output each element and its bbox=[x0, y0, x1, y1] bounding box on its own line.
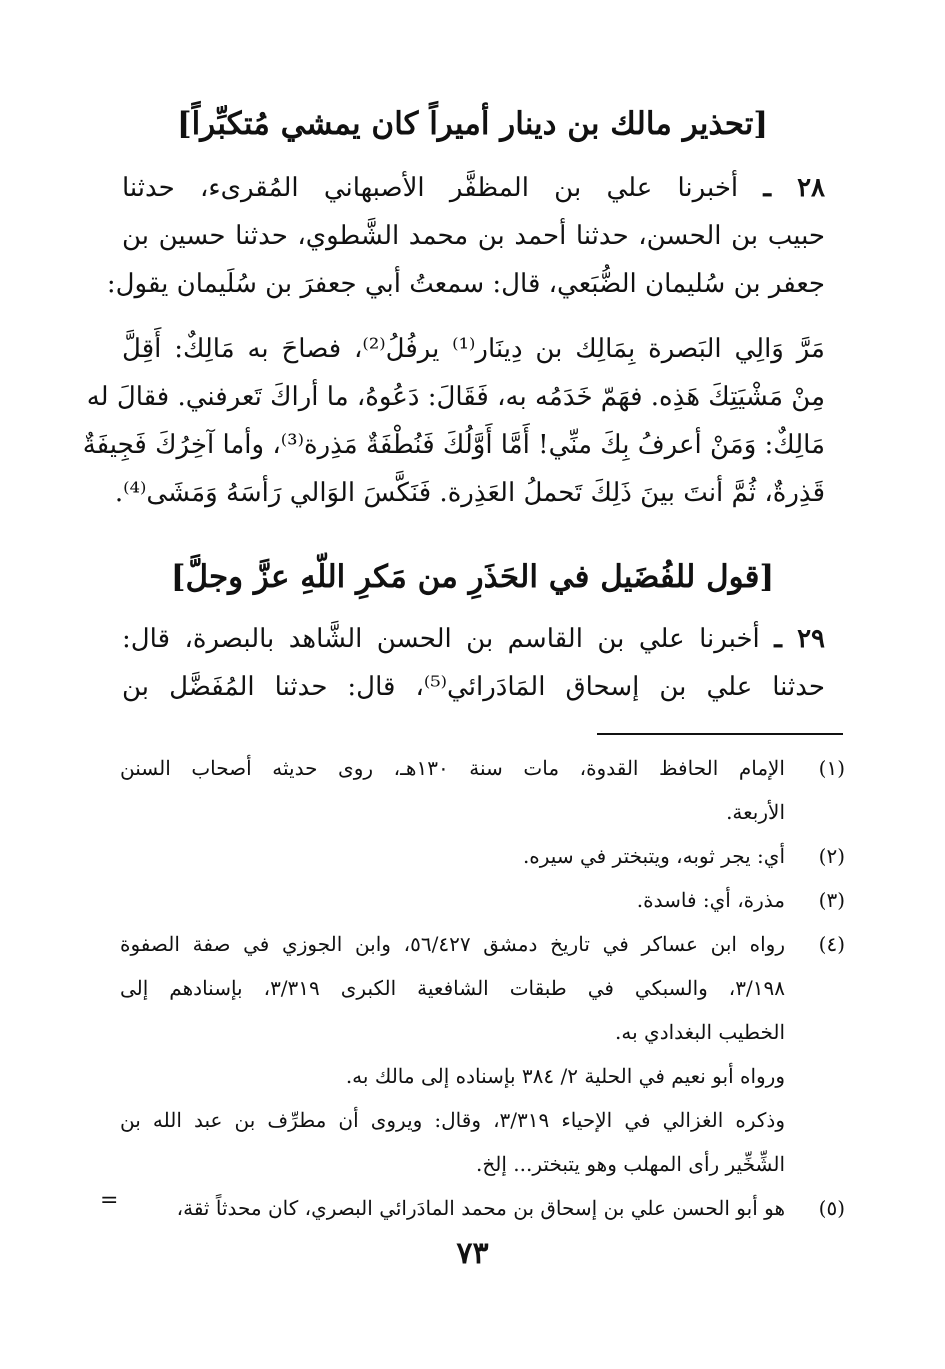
footnote-line: أي: يجر ثوبه، ويتبختر في سيره. bbox=[522, 844, 785, 868]
footnote bbox=[120, 746, 845, 834]
paragraph-line: مِنْ مَشْيَتِكَ هَذِه. فهَمّ خَدَمُه به، فَقَالَ: دَعُوهُ، ما أراكَ تَعرفني. فقالَ له bbox=[86, 382, 825, 412]
paragraph-line: ٢٩ ـ أخبرنا علي بن القاسم بن الحسن الشَّاهد بالبصرة، قال: bbox=[122, 624, 826, 654]
paragraph-line: ٢٨ ـ أخبرنا علي بن المظفَّر الأصبهاني المُقرىء، حدثنا bbox=[122, 173, 826, 203]
paragraph-line: قَذِرةٌ، ثُمَّ أنتَ بينَ ذَلِكَ تَحملُ العَذِرة. فَنَكَّسَ الوَالي رَأسَهُ وَمَشَى⁽⁴⁾. bbox=[114, 478, 825, 508]
footnote bbox=[120, 922, 845, 1186]
footnote-line: رواه ابن عساكر في تاريخ دمشق ٥٦/٤٢٧، وابن الجوزي في صفة الصفوة bbox=[120, 932, 786, 956]
footnote bbox=[120, 1186, 845, 1230]
footnote-line: هو أبو الحسن علي بن إسحاق بن محمد المادَرائي البصري، كان محدثاً ثقة، bbox=[176, 1196, 785, 1220]
section-heading-2: [قول للفُضَيل في الحَذَرِ من مَكرِ اللّهِ عزَّ وجلَّ] bbox=[170, 559, 775, 595]
continuation-mark: = bbox=[100, 1188, 119, 1213]
hadith-number: ٢٨ ـ bbox=[763, 173, 826, 203]
footnote-number: (٥) bbox=[818, 1196, 845, 1220]
footnote-line: وذكره الغزالي في الإحياء ٣/٣١٩، وقال: ويروى أن مطرِّف بن عبد الله بن bbox=[120, 1108, 785, 1132]
footnote-number: (٢) bbox=[818, 844, 845, 868]
section-heading-1: [تحذير مالك بن دينار أميراً كان يمشي مُتكبِّراً] bbox=[176, 106, 769, 142]
footnote-line: الأربعة. bbox=[726, 800, 785, 824]
footnote-line: الخطيب البغدادي به. bbox=[615, 1020, 785, 1044]
footnote-divider bbox=[597, 733, 843, 735]
footnote-line: الشِّخِّير رأى المهلب وهو يتبختر... إلخ. bbox=[476, 1152, 785, 1176]
paragraph-28-narration bbox=[82, 325, 825, 517]
footnote bbox=[120, 878, 845, 922]
paragraph-line: جعفر بن سُليمان الضُّبَعي، قال: سمعتُ أبي جعفرَ بن سُلَيمان يقول: bbox=[106, 269, 825, 299]
paragraph-29 bbox=[122, 615, 825, 711]
paragraph-line: مَرَّ وَالِي البَصرة بِمَالِك بن دِينَار⁽¹⁾ يرفُلُ⁽²⁾، فصاحَ به مَالِكٌ: أَقِلَّ bbox=[122, 334, 825, 364]
hadith-number: ٢٩ ـ bbox=[774, 624, 826, 654]
paragraph-line: حدثنا علي بن إسحاق المَادَرائي⁽⁵⁾، قال: حدثنا المُفَضَّل بن bbox=[122, 672, 825, 702]
footnotes bbox=[120, 746, 845, 1230]
page-number: ٧٣ bbox=[456, 1236, 489, 1271]
footnote-line: ٣/١٩٨، والسبكي في طبقات الشافعية الكبرى ٣/٣١٩، بإسنادهم إلى bbox=[120, 976, 785, 1000]
footnote-number: (٤) bbox=[818, 932, 845, 956]
footnote-line: الإمام الحافظ القدوة، مات سنة ١٣٠هـ، روى حديثه أصحاب السنن bbox=[120, 756, 785, 780]
paragraph-line: مَالِكٌ: وَمَنْ أعرفُ بِكَ منِّي! أَمَّا أَوَّلُكَ فَنُطْفَةٌ مَذِرة⁽³⁾، وأما آخِرُكَ فَجِيفَةٌ bbox=[82, 430, 825, 460]
footnote-number: (٣) bbox=[818, 888, 845, 912]
paragraph-28 bbox=[106, 164, 826, 308]
paragraph-line: حبيب بن الحسن، حدثنا أحمد بن محمد الشَّطوي، حدثنا حسين بن bbox=[122, 221, 825, 251]
footnote-line: مذرة، أي: فاسدة. bbox=[636, 888, 785, 912]
footnote-line: ورواه أبو نعيم في الحلية ٢/ ٣٨٤ بإسناده إلى مالك به. bbox=[345, 1064, 785, 1088]
footnote bbox=[120, 834, 845, 878]
footnote-number: (١) bbox=[818, 756, 845, 780]
